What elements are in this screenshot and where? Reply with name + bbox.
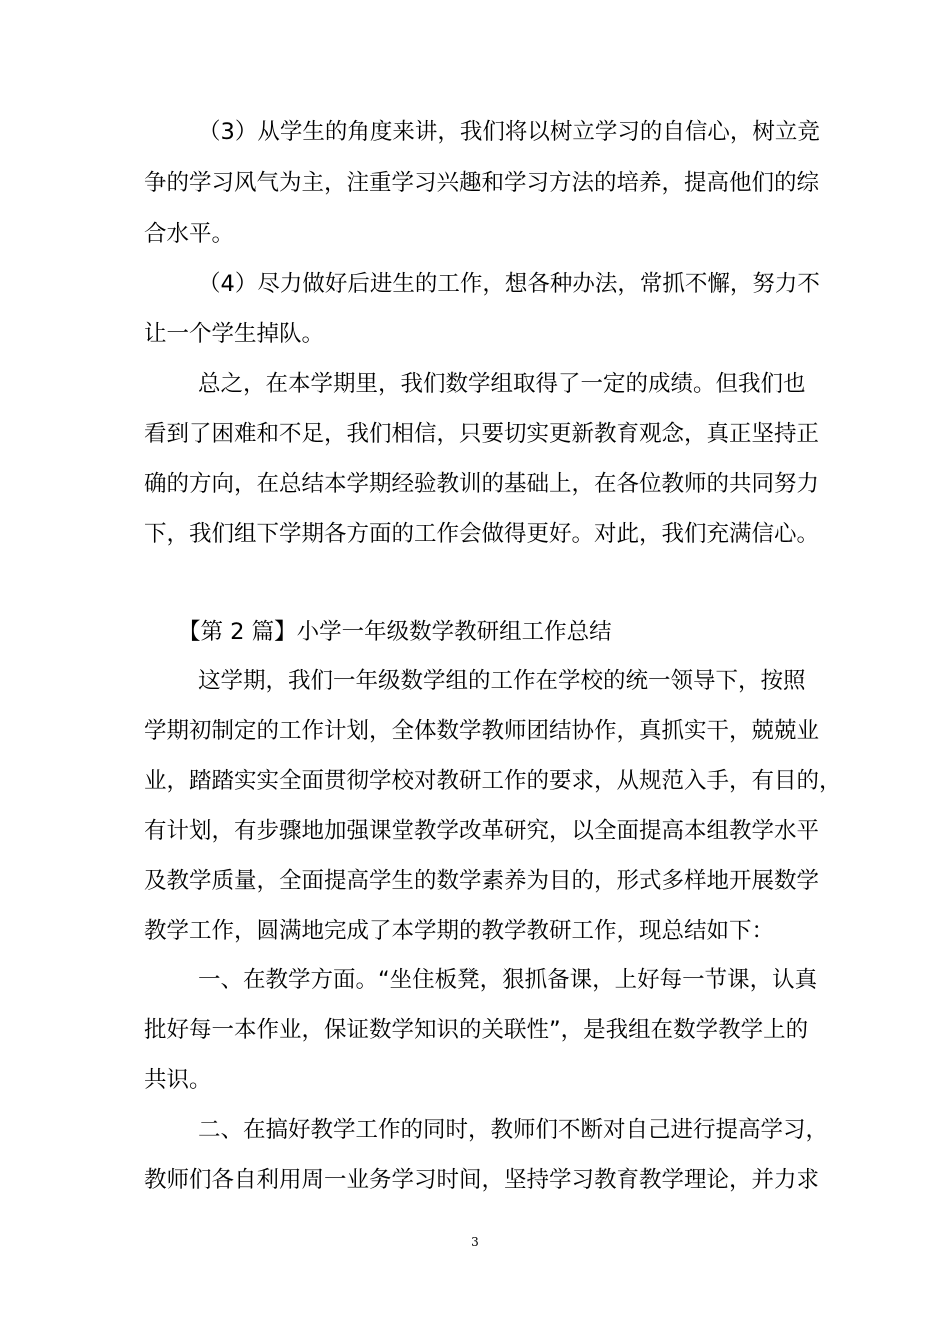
paragraph-3-line-2: 争的学习风气为主，注重学习兴趣和学习方法的培养，提高他们的综 <box>144 170 820 196</box>
summary-paragraph-line-1: 总之，在本学期里，我们数学组取得了一定的成绩。但我们也 <box>198 371 806 397</box>
paragraph-4-line-1: （4）尽力做好后进生的工作，想各种办法，常抓不懈，努力不 <box>198 271 820 297</box>
paragraph-4-line-2: 让一个学生掉队。 <box>144 321 325 347</box>
intro-paragraph-line-5: 及教学质量，全面提高学生的数学素养为目的，形式多样地开展数学 <box>144 868 820 894</box>
intro-paragraph-line-4: 有计划，有步骤地加强课堂教学改革研究，以全面提高本组教学水平 <box>144 818 820 844</box>
summary-paragraph-line-3: 确的方向，在总结本学期经验教训的基础上，在各位教师的共同努力 <box>144 471 820 497</box>
section-heading: 【第 2 篇】小学一年级数学教研组工作总结 <box>178 619 612 645</box>
intro-paragraph-line-3: 业，踏踏实实全面贯彻学校对教研工作的要求，从规范入手，有目的， <box>144 768 842 794</box>
point-one-line-3: 共识。 <box>144 1067 212 1093</box>
point-two-line-1: 二、在搞好教学工作的同时，教师们不断对自己进行提高学习， <box>198 1117 829 1143</box>
intro-paragraph-line-2: 学期初制定的工作计划，全体数学教师团结协作，真抓实干，兢兢业 <box>144 718 820 744</box>
page-number: 3 <box>471 1235 479 1249</box>
paragraph-3-line-3: 合水平。 <box>144 221 235 247</box>
summary-paragraph-line-4: 下，我们组下学期各方面的工作会做得更好。对此，我们充满信心。 <box>144 521 820 547</box>
intro-paragraph-line-6: 教学工作，圆满地完成了本学期的教学教研工作，现总结如下： <box>144 918 775 944</box>
paragraph-3-line-1: （3）从学生的角度来讲，我们将以树立学习的自信心，树立竞 <box>198 119 820 145</box>
point-one-line-1: 一、在教学方面。“坐住板凳，狠抓备课，上好每一节课，认真 <box>198 967 818 993</box>
summary-paragraph-line-2: 看到了困难和不足，我们相信，只要切实更新教育观念，真正坚持正 <box>144 421 820 447</box>
point-two-line-2: 教师们各自利用周一业务学习时间，坚持学习教育教学理论，并力求 <box>144 1167 820 1193</box>
intro-paragraph-line-1: 这学期，我们一年级数学组的工作在学校的统一领导下，按照 <box>198 668 806 694</box>
point-one-line-2: 批好每一本作业，保证数学知识的关联性”，是我组在数学教学上的 <box>144 1017 809 1043</box>
